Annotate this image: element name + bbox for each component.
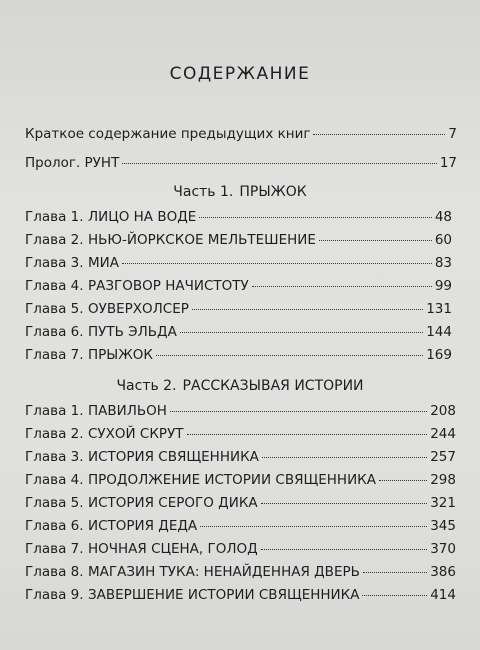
chapter-page: 386 xyxy=(430,564,456,580)
chapter-page: 244 xyxy=(430,426,456,442)
chapter-title: ЗАВЕРШЕНИЕ ИСТОРИИ СВЯЩЕННИКА xyxy=(88,587,360,603)
chapter-page: 298 xyxy=(430,472,456,488)
dot-leader xyxy=(200,526,427,527)
chapter-label: Глава 7. xyxy=(25,541,84,557)
chapter-title: СУХОЙ СКРУТ xyxy=(88,426,184,442)
dot-leader xyxy=(180,332,423,333)
part-label: Часть 2. xyxy=(116,378,177,394)
chapter-label: Глава 7. xyxy=(25,347,84,363)
toc-entry-chapter xyxy=(25,472,456,488)
part-title: РАССКАЗЫВАЯ ИСТОРИИ xyxy=(182,378,364,394)
dot-leader xyxy=(261,549,428,550)
toc-title: СОДЕРЖАНИЕ xyxy=(169,64,311,84)
entry-page: 17 xyxy=(439,155,457,171)
chapter-title: ПРОДОЛЖЕНИЕ ИСТОРИИ СВЯЩЕННИКА xyxy=(88,472,376,488)
chapter-title: ПАВИЛЬОН xyxy=(88,403,167,419)
dot-leader xyxy=(199,217,432,218)
dot-leader xyxy=(187,434,428,435)
chapter-label: Глава 5. xyxy=(25,495,84,511)
chapter-title: ИСТОРИЯ ДЕДА xyxy=(88,518,198,534)
chapter-label: Глава 1. xyxy=(25,403,84,419)
chapter-page: 370 xyxy=(430,541,456,557)
chapter-label: Глава 9. xyxy=(25,587,84,603)
chapter-page: 131 xyxy=(426,301,452,317)
toc-entry-summary xyxy=(25,126,457,142)
chapter-page: 321 xyxy=(430,495,456,511)
dot-leader xyxy=(192,309,423,310)
entry-page: 7 xyxy=(448,126,457,142)
chapter-title: ОУВЕРХОЛСЕР xyxy=(88,301,189,317)
chapter-page: 345 xyxy=(430,518,456,534)
entry-title: Пролог. РУНТ xyxy=(25,155,120,171)
chapter-label: Глава 1. xyxy=(25,209,84,225)
dot-leader xyxy=(261,503,428,504)
toc-entry-chapter xyxy=(25,255,452,271)
toc-entry-chapter xyxy=(25,209,452,225)
chapter-label: Глава 8. xyxy=(25,564,84,580)
toc-entry-chapter xyxy=(25,403,456,419)
chapter-page: 208 xyxy=(430,403,456,419)
chapter-title: РАЗГОВОР НАЧИСТОТУ xyxy=(88,278,249,294)
chapter-title: ПУТЬ ЭЛЬДА xyxy=(88,324,177,340)
part-heading xyxy=(0,378,480,394)
chapter-label: Глава 2. xyxy=(25,426,84,442)
toc-entry-prologue xyxy=(25,155,457,171)
chapter-title: НОЧНАЯ СЦЕНА, ГОЛОД xyxy=(88,541,258,557)
toc-entry-chapter xyxy=(25,495,456,511)
part-heading xyxy=(0,184,480,200)
toc-entry-chapter xyxy=(25,324,452,340)
dot-leader xyxy=(363,572,427,573)
dot-leader xyxy=(313,134,445,135)
chapter-page: 99 xyxy=(434,278,452,294)
dot-leader xyxy=(156,355,423,356)
toc-entry-chapter xyxy=(25,564,456,580)
dot-leader xyxy=(170,411,427,412)
chapter-label: Глава 4. xyxy=(25,278,84,294)
chapter-title: ИСТОРИЯ СВЯЩЕННИКА xyxy=(88,449,259,465)
chapter-label: Глава 3. xyxy=(25,255,84,271)
dot-leader xyxy=(252,286,432,287)
toc-entry-chapter xyxy=(25,278,452,294)
dot-leader xyxy=(262,457,427,458)
chapter-title: МИА xyxy=(88,255,119,271)
toc-entry-chapter xyxy=(25,301,452,317)
chapter-page: 48 xyxy=(434,209,452,225)
chapter-title: ПРЫЖОК xyxy=(88,347,153,363)
dot-leader xyxy=(379,480,427,481)
chapter-title: МАГАЗИН ТУКА: НЕНАЙДЕННАЯ ДВЕРЬ xyxy=(88,564,360,580)
toc-entry-chapter xyxy=(25,426,456,442)
chapter-page: 60 xyxy=(434,232,452,248)
toc-entry-chapter xyxy=(25,232,452,248)
part-title: ПРЫЖОК xyxy=(239,184,307,200)
chapter-label: Глава 5. xyxy=(25,301,84,317)
dot-leader xyxy=(122,163,437,164)
chapter-label: Глава 6. xyxy=(25,324,84,340)
dot-leader xyxy=(319,240,432,241)
chapter-page: 144 xyxy=(426,324,452,340)
chapter-page: 414 xyxy=(430,587,456,603)
toc-entry-chapter xyxy=(25,347,452,363)
chapter-label: Глава 4. xyxy=(25,472,84,488)
chapter-label: Глава 6. xyxy=(25,518,84,534)
toc-entry-chapter xyxy=(25,587,456,603)
chapter-title: ИСТОРИЯ СЕРОГО ДИКА xyxy=(88,495,258,511)
chapter-page: 83 xyxy=(434,255,452,271)
chapter-page: 257 xyxy=(430,449,456,465)
toc-entry-chapter xyxy=(25,518,456,534)
part-label: Часть 1. xyxy=(173,184,234,200)
chapter-page: 169 xyxy=(426,347,452,363)
dot-leader xyxy=(362,595,427,596)
chapter-title: НЬЮ-ЙОРКСКОЕ МЕЛЬТЕШЕНИЕ xyxy=(88,232,316,248)
dot-leader xyxy=(122,263,432,264)
chapter-label: Глава 2. xyxy=(25,232,84,248)
chapter-title: ЛИЦО НА ВОДЕ xyxy=(88,209,197,225)
toc-entry-chapter xyxy=(25,541,456,557)
chapter-label: Глава 3. xyxy=(25,449,84,465)
entry-title: Краткое содержание предыдущих книг xyxy=(25,126,311,142)
toc-entry-chapter xyxy=(25,449,456,465)
